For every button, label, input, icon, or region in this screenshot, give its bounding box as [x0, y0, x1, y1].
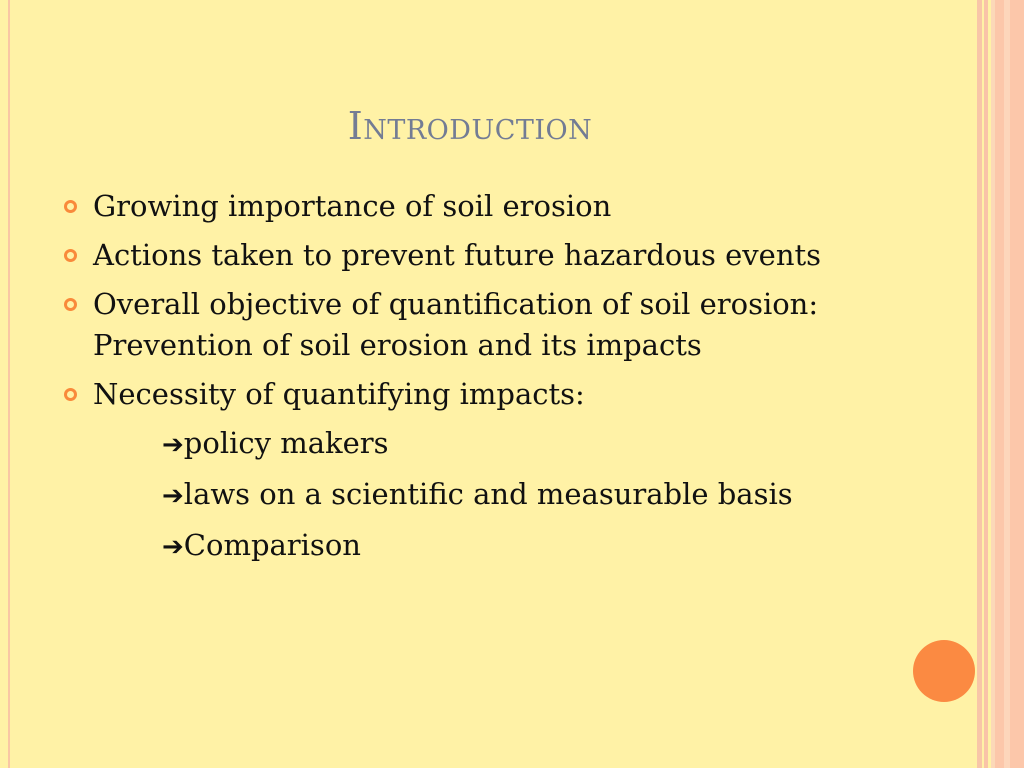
sub-item-text: laws on a scientific and measurable basis	[183, 477, 793, 511]
ring-bullet-icon	[64, 200, 77, 213]
sub-item	[62, 423, 942, 466]
bullet-text: Growing importance of soil erosion	[93, 189, 612, 223]
bullet-text: Actions taken to prevent future hazardous events	[93, 238, 822, 272]
ring-bullet-icon	[64, 388, 77, 401]
bullet-text: Necessity of quantifying impacts:	[93, 377, 585, 411]
right-stripe	[977, 0, 982, 768]
bullet-item	[62, 284, 942, 366]
bullet-list	[62, 186, 942, 576]
arrow-icon: ➔	[162, 532, 184, 562]
ring-bullet-icon	[64, 249, 77, 262]
decorative-circle	[913, 640, 975, 702]
bullet-item	[62, 186, 942, 227]
arrow-icon: ➔	[162, 481, 184, 511]
bullet-item	[62, 235, 942, 276]
slide-title: Introduction	[347, 104, 593, 148]
sub-item	[62, 474, 942, 517]
ring-bullet-icon	[64, 298, 77, 311]
bullet-text: Overall objective of quantification of soil erosion: Prevention of soil erosion and its impacts	[93, 287, 819, 362]
sub-item	[62, 525, 942, 568]
sub-item-text: policy makers	[183, 426, 389, 460]
right-stripe	[984, 0, 988, 768]
right-stripe	[1004, 0, 1010, 768]
arrow-icon: ➔	[162, 430, 184, 460]
sub-item-text: Comparison	[183, 528, 361, 562]
bullet-item	[62, 374, 942, 415]
